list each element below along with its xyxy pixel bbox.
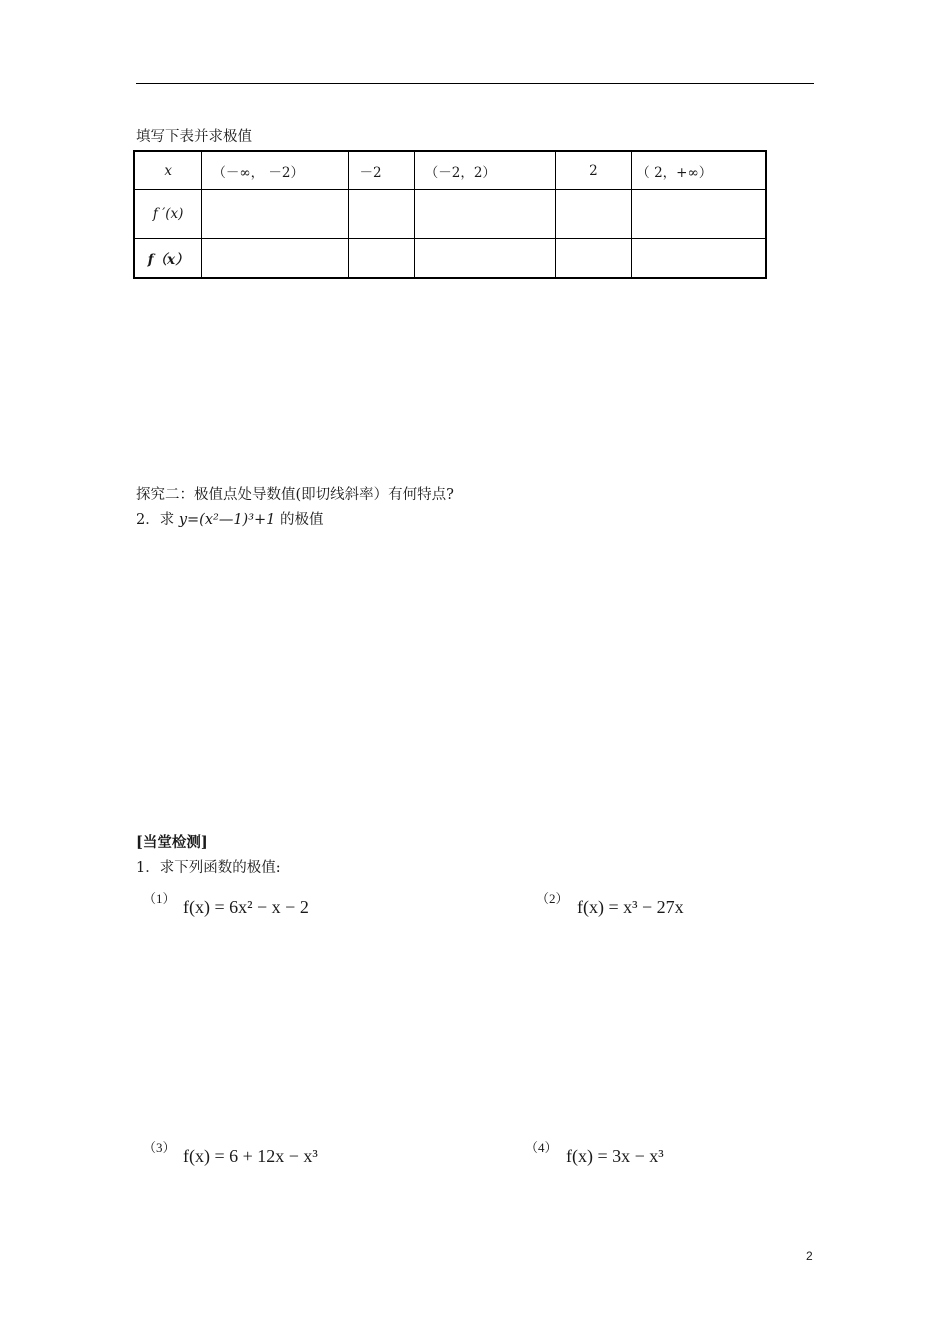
question-2-suffix: 的极值 [275, 512, 324, 528]
blank-cell[interactable] [349, 239, 414, 279]
table-caption: 填写下表并求极值 [136, 129, 252, 145]
blank-cell[interactable] [632, 190, 766, 239]
header-point-1: －2 [349, 151, 414, 190]
blank-cell[interactable] [414, 239, 555, 279]
table-row [134, 239, 766, 279]
question-2 [136, 511, 324, 529]
blank-cell[interactable] [555, 239, 632, 279]
blank-cell[interactable] [555, 190, 632, 239]
item-2-label: （2） [536, 891, 569, 906]
table-row [134, 190, 766, 239]
question-2-expr: y=(x²—1)³+1 [178, 512, 276, 528]
question-2-prefix: 2．求 [136, 512, 179, 528]
sign-table [133, 150, 767, 279]
item-4-label: （4） [525, 1140, 558, 1155]
item-3-expr: f(x) = 6 + 12x − x³ [183, 1146, 318, 1166]
header-interval-3: （ 2，+∞） [632, 151, 766, 190]
item-1-expr: f(x) = 6x² − x − 2 [183, 897, 309, 917]
check-heading: [当堂检测] [136, 834, 208, 851]
item-3-label: （3） [143, 1140, 176, 1155]
item-1-label: （1） [143, 891, 176, 906]
row-label-derivative: f ′(x) [134, 190, 202, 239]
check-question-1: 1．求下列函数的极值: [136, 860, 281, 876]
header-x: x [134, 151, 202, 190]
blank-cell[interactable] [414, 190, 555, 239]
item-2-expr: f(x) = x³ − 27x [577, 897, 684, 917]
row-label-function: f（x） [134, 239, 202, 279]
table-row [134, 151, 766, 190]
header-interval-2: （－2，2） [414, 151, 555, 190]
explore-heading: 探究二：极值点处导数值(即切线斜率）有何特点? [136, 487, 454, 503]
blank-cell[interactable] [632, 239, 766, 279]
blank-cell[interactable] [202, 239, 349, 279]
blank-cell[interactable] [202, 190, 349, 239]
blank-cell[interactable] [349, 190, 414, 239]
header-point-2: 2 [555, 151, 632, 190]
page-number: 2 [806, 1249, 813, 1263]
header-rule [136, 83, 814, 84]
header-interval-1: （－∞， －2） [202, 151, 349, 190]
item-4-expr: f(x) = 3x − x³ [566, 1146, 664, 1166]
